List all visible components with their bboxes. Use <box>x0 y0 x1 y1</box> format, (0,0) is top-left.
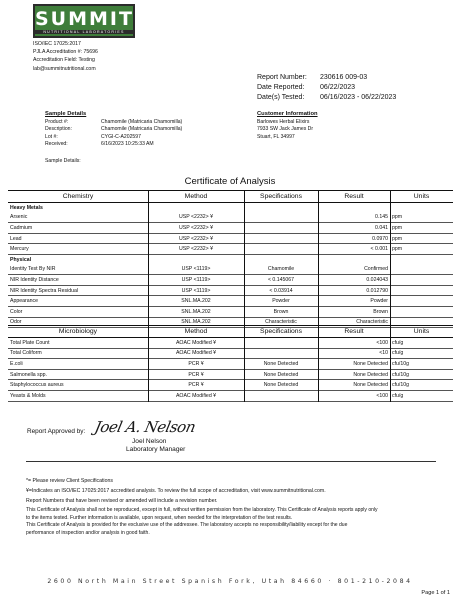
table-row <box>8 296 453 307</box>
report-values <box>320 73 455 103</box>
test-name-cell: Staphylococcus aureus <box>8 380 148 391</box>
note-line: ¥=Indicates an ISO/IEC 17025:2017 accredited analysis. To review the full scope of accreditation, visit www.summitnutritional.com. <box>26 488 326 495</box>
table-row <box>8 265 453 275</box>
description-label: Description: <box>45 126 72 133</box>
method-cell: USP <2232> ¥ <box>148 233 244 244</box>
test-name-cell: Appearance <box>8 296 148 307</box>
units-cell: cfu/g <box>390 338 453 349</box>
specification-cell <box>244 203 318 213</box>
certificate-title: Certificate of Analysis <box>184 176 276 187</box>
specification-cell <box>244 338 318 349</box>
column-divider <box>244 190 245 328</box>
test-name-cell: NIR Identity Distance <box>8 275 148 286</box>
units-header: Units <box>390 191 453 203</box>
customer-name: Barlowes Herbal Elixirs <box>257 119 310 125</box>
dates-tested-label: Date(s) Tested: <box>257 94 305 101</box>
test-name-cell: Yeasts & Molds <box>8 390 148 401</box>
sample-details-label: Sample Details: <box>45 158 81 164</box>
result-cell: <100 <box>318 338 390 349</box>
specification-cell: < 0.03914 <box>244 285 318 296</box>
method-cell: AOAC Modified ¥ <box>148 390 244 401</box>
specification-cell: Brown <box>244 306 318 317</box>
units-cell <box>390 296 453 307</box>
method-cell: USP <1119> <box>148 265 244 275</box>
test-name-cell: Arsenic <box>8 213 148 223</box>
sample-details-heading: Sample Details <box>45 111 87 117</box>
result-cell: None Detected <box>318 369 390 380</box>
summit-logo <box>33 4 135 38</box>
note-line: Report Numbers that have been revised or amended will include a revision number. <box>26 498 218 505</box>
method-cell: USP <2232> ¥ <box>148 244 244 255</box>
specification-cell: Characteristic <box>244 317 318 328</box>
table-row <box>8 369 453 380</box>
result-cell <box>318 203 390 213</box>
specification-cell: < 0.145067 <box>244 275 318 286</box>
disclaimer-line: to the items tested. Further information is available, upon request, when needed for the interpretation of the test results. <box>26 514 293 521</box>
specification-cell: None Detected <box>244 380 318 391</box>
lot-value: CYGI-C-A202597 <box>101 133 141 140</box>
disclaimer-line: This Certificate of Analysis is provided for the exclusive use of the addressee. The laboratory accepts no responsibility/liability except for the due <box>26 522 348 529</box>
result-cell <box>318 254 390 264</box>
description-value: Chamomile (Matricaria Chamomilla) <box>101 126 183 133</box>
units-cell: cfu/10g <box>390 359 453 370</box>
test-name-cell: Odor <box>8 317 148 328</box>
table-row <box>8 390 453 401</box>
test-name-cell: Lead <box>8 233 148 244</box>
customer-street: 7933 SW Jack James Dr <box>257 126 314 133</box>
result-cell: < 0.001 <box>318 244 390 255</box>
group-row <box>8 203 453 213</box>
test-name-cell: Cadmium <box>8 223 148 234</box>
method-header: Method <box>148 326 244 338</box>
dates-tested: 06/16/2023 - 06/22/2023 <box>320 94 397 101</box>
method-cell: SNL.MA.202 <box>148 317 244 328</box>
units-cell <box>390 285 453 296</box>
test-name-cell: Mercury <box>8 244 148 255</box>
table-row <box>8 306 453 317</box>
table-row <box>8 285 453 296</box>
column-divider <box>390 325 391 402</box>
specification-cell: None Detected <box>244 359 318 370</box>
result-cell: Brown <box>318 306 390 317</box>
method-cell <box>148 254 244 264</box>
specification-cell <box>244 348 318 359</box>
test-name-cell: NIR Identity Spectra Residual <box>8 285 148 296</box>
table-row <box>8 359 453 370</box>
approver-name: Joel Nelson <box>132 438 167 445</box>
specification-cell <box>244 233 318 244</box>
test-name-cell: Total Plate Count <box>8 338 148 349</box>
result-cell: Powder <box>318 296 390 307</box>
microbiology-table <box>8 325 453 402</box>
logo-subtext: NUTRITIONAL LABORATORIES <box>35 30 133 34</box>
result-cell: 0.145 <box>318 213 390 223</box>
page-number: Page 1 of 1 <box>421 590 450 596</box>
units-cell: cfu/10g <box>390 380 453 391</box>
column-divider <box>318 190 319 328</box>
report-number: 230616 009-03 <box>320 74 368 81</box>
method-header: Method <box>148 191 244 203</box>
test-name-cell: E.coli <box>8 359 148 370</box>
specification-cell <box>244 390 318 401</box>
table-row <box>8 380 453 391</box>
table-row <box>8 233 453 244</box>
specification-cell <box>244 244 318 255</box>
notes <box>26 476 446 507</box>
specification-cell <box>244 254 318 264</box>
customer-info <box>257 119 407 141</box>
signature: Joel A. Nelson <box>93 418 197 436</box>
column-divider <box>148 325 149 402</box>
test-name-cell: Heavy Metals <box>10 204 43 211</box>
chemistry-rows <box>8 203 453 328</box>
column-divider <box>318 325 319 402</box>
note-line: *= Please review Client Specifications <box>26 478 113 484</box>
accreditation-line: PJLA Accreditation #: 75696 <box>33 49 98 56</box>
product-label: Product #: <box>45 119 69 125</box>
units-cell: cfu/g <box>390 348 453 359</box>
customer-info-heading: Customer Information <box>257 111 318 117</box>
units-cell <box>390 306 453 317</box>
lab-email: lab@summitnutritional.com <box>33 65 96 72</box>
received-label: Received: <box>45 141 68 148</box>
units-cell: ppm <box>390 233 453 244</box>
units-cell <box>390 203 453 213</box>
result-cell: None Detected <box>318 359 390 370</box>
sample-values <box>101 119 251 149</box>
method-cell: USP <1119> <box>148 285 244 296</box>
disclaimer <box>26 507 451 537</box>
result-cell: Confirmed <box>318 265 390 275</box>
microbiology-header: Microbiology <box>8 326 148 338</box>
result-cell: 0.012790 <box>318 285 390 296</box>
method-cell: PCR ¥ <box>148 369 244 380</box>
method-cell: AOAC Modified ¥ <box>148 338 244 349</box>
approver-title: Laboratory Manager <box>126 446 186 453</box>
disclaimer-line: This Certificate of Analysis shall not be reproduced, except in full, without written permission from the laboratory. This Certificate of Analysis reports apply only <box>26 507 378 513</box>
divider <box>26 461 436 462</box>
test-name-cell: Salmonella spp. <box>8 369 148 380</box>
approved-by-label: Report Approved by: <box>27 428 86 435</box>
result-cell: 0.024043 <box>318 275 390 286</box>
method-cell: USP <2232> ¥ <box>148 213 244 223</box>
microbiology-rows <box>8 338 453 402</box>
logo-text: SUMMIT <box>35 8 134 30</box>
lot-label: Lot #: <box>45 133 58 140</box>
specification-cell <box>244 213 318 223</box>
test-name-cell: Total Coliform <box>8 348 148 359</box>
customer-city: Stuart, FL 34997 <box>257 133 295 140</box>
units-cell <box>390 254 453 264</box>
date-reported-label: Date Reported: <box>257 84 305 91</box>
method-cell: USP <2232> ¥ <box>148 223 244 234</box>
column-divider <box>244 325 245 402</box>
column-divider <box>390 190 391 328</box>
method-cell: AOAC Modified ¥ <box>148 348 244 359</box>
method-cell: PCR ¥ <box>148 380 244 391</box>
specification-cell: Powder <box>244 296 318 307</box>
report-number-label: Report Number: <box>257 74 307 81</box>
result-header: Result <box>318 191 390 203</box>
method-cell <box>148 203 244 213</box>
group-row <box>8 254 453 264</box>
accreditation-block <box>33 40 98 73</box>
units-cell <box>390 275 453 286</box>
table-row <box>8 338 453 349</box>
result-cell: Characteristic <box>318 317 390 328</box>
sample-labels <box>45 119 95 149</box>
result-header: Result <box>318 326 390 338</box>
accreditation-line: Accreditation Field: Testing <box>33 57 95 64</box>
received-value: 6/16/2023 10:25:33 AM <box>101 141 154 148</box>
approver-block <box>126 438 185 454</box>
method-cell: USP <1119> <box>148 275 244 286</box>
table-row <box>8 348 453 359</box>
table-row <box>8 275 453 286</box>
specification-cell: None Detected <box>244 369 318 380</box>
units-cell <box>390 265 453 275</box>
method-cell: PCR ¥ <box>148 359 244 370</box>
result-cell: 0.041 <box>318 223 390 234</box>
result-cell: <10 <box>318 348 390 359</box>
method-cell: SNL.MA.202 <box>148 306 244 317</box>
column-divider <box>148 190 149 328</box>
result-cell: 0.0970 <box>318 233 390 244</box>
units-cell: ppm <box>390 213 453 223</box>
specifications-header: Specifications <box>244 326 318 338</box>
test-name-cell: Identity Test By NIR <box>8 265 148 275</box>
method-cell: SNL.MA.202 <box>148 296 244 307</box>
units-cell: ppm <box>390 244 453 255</box>
chemistry-header: Chemistry <box>8 191 148 203</box>
units-cell: cfu/10g <box>390 369 453 380</box>
chemistry-table <box>8 190 453 328</box>
specification-cell <box>244 223 318 234</box>
test-name-cell: Physical <box>10 256 32 263</box>
accreditation-line: ISO/IEC 17025:2017 <box>33 41 81 47</box>
result-cell: None Detected <box>318 380 390 391</box>
specifications-header: Specifications <box>244 191 318 203</box>
table-row <box>8 223 453 234</box>
report-labels <box>257 73 317 103</box>
footer-address: 2600 North Main Street Spanish Fork, Utah 84660 · 801-210-2084 <box>47 578 413 585</box>
table-row <box>8 213 453 223</box>
test-name-cell: Color <box>8 306 148 317</box>
date-reported: 06/22/2023 <box>320 84 356 91</box>
result-cell: <100 <box>318 390 390 401</box>
disclaimer-line: performance of inspection and/or analysis in good faith. <box>26 529 150 536</box>
units-cell: ppm <box>390 223 453 234</box>
product-value: Chamomile (Matricaria Chamomilla) <box>101 119 183 125</box>
specification-cell: Chamomile <box>244 265 318 275</box>
table-row <box>8 244 453 255</box>
units-header: Units <box>390 326 453 338</box>
units-cell: cfu/g <box>390 390 453 401</box>
